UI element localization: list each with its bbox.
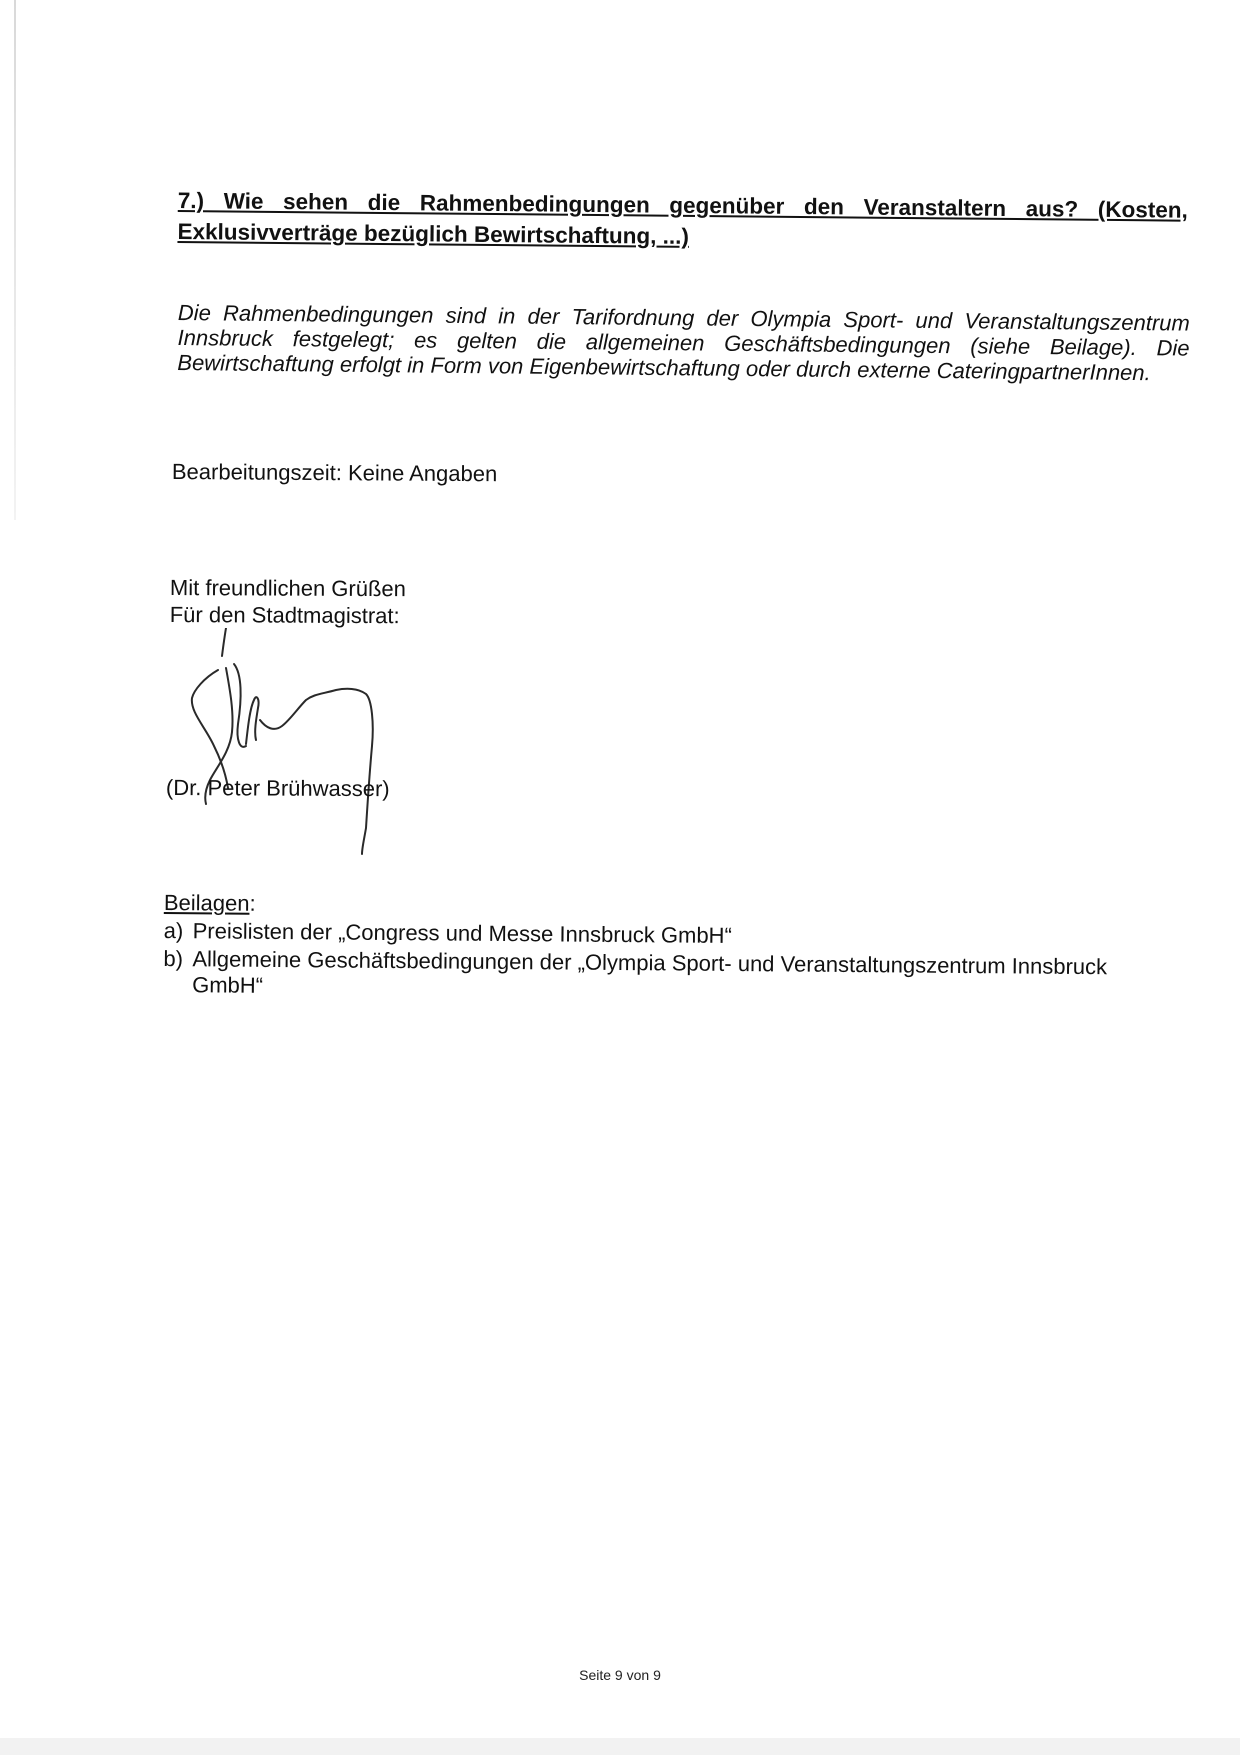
- attachment-marker: b): [163, 945, 184, 972]
- attachment-text: Allgemeine Geschäftsbedingungen der „Olympia Sport- und Veranstaltungszentrum Innsbruck GmbH“: [192, 946, 1108, 998]
- answer-paragraph: Die Rahmenbedingungen sind in der Tarifordnung der Olympia Sport- und Veranstaltungszentrum Innsbruck festgelegt; es gelten die allgemeinen Geschäftsbedingungen (siehe Beilage). Die Bewirtschaftung erfolgt in Form von Eigenbewirtschaftung oder durch externe CateringpartnerInnen.: [177, 300, 1190, 386]
- signer-name: (Dr. Peter Brühwasser): [165, 775, 390, 802]
- attachments-heading-colon: :: [249, 890, 256, 916]
- processing-time: Bearbeitungszeit: Keine Angaben: [171, 459, 498, 487]
- scan-edge-left: [14, 0, 16, 520]
- signature-icon: [186, 628, 426, 858]
- closing-authority: Für den Stadtmagistrat:: [169, 601, 400, 629]
- attachment-text: Preislisten der „Congress und Messe Innsbruck GmbH“: [192, 918, 732, 948]
- question-heading: 7.) Wie sehen die Rahmenbedingungen gegenüber den Veranstaltern aus? (Kosten, Exklusivverträge bezüglich Bewirtschaftung, ...): [177, 187, 1188, 249]
- attachments-section: [163, 890, 1124, 1006]
- attachments-heading: Beilagen: [163, 890, 250, 916]
- attachment-item: [163, 946, 1123, 1006]
- closing-greeting: Mit freundlichen Grüßen: [169, 575, 406, 602]
- scan-edge-bottom: [0, 1738, 1240, 1755]
- attachment-marker: a): [163, 917, 184, 944]
- page-number: Seite 9 von 9: [579, 1667, 661, 1683]
- closing-block: [170, 574, 406, 629]
